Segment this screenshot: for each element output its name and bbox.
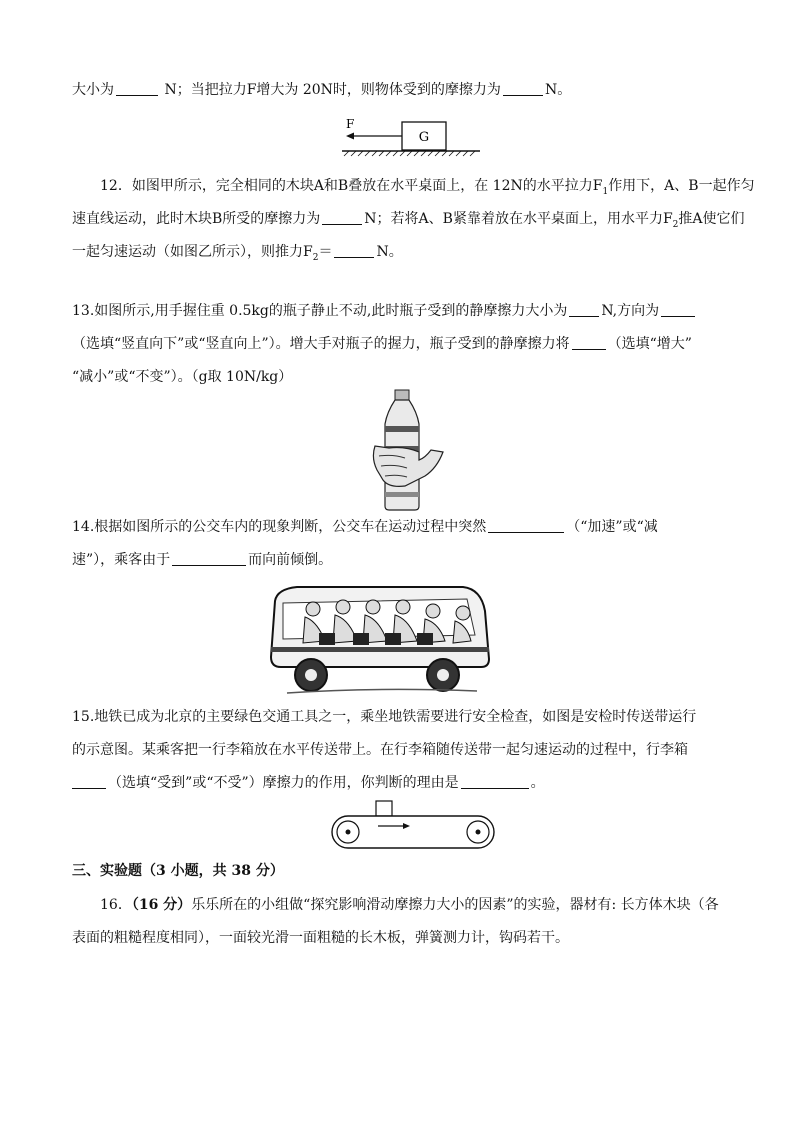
q12-line3b: ＝	[318, 244, 333, 260]
answer-blank[interactable]	[334, 241, 374, 258]
q12-line3a: 一起匀速运动（如图乙所示），则推力F	[72, 244, 313, 260]
question-12	[72, 170, 755, 269]
question-16	[72, 889, 724, 955]
q14-line2b: 而向前倾倒。	[248, 552, 333, 568]
q13-line1b: N,方向为	[601, 303, 660, 319]
q13-line2a: （选填“竖直向下”或“竖直向上”）。增大手对瓶子的握力，瓶子受到的静摩擦力将	[72, 336, 570, 352]
q13-line2b: （选填“增大”	[607, 336, 692, 352]
answer-blank[interactable]	[461, 772, 529, 789]
question-13	[72, 295, 724, 394]
answer-blank[interactable]	[661, 300, 695, 317]
q12-line2c: 推A使它们	[678, 211, 745, 227]
q15-line1: 15.地铁已成为北京的主要绿色交通工具之一，乘坐地铁需要进行安全检查，如图是安检时传送带运行	[72, 709, 697, 725]
q13-line1a: 13.如图所示,用手握住重 0.5kg的瓶子静止不动,此时瓶子受到的静摩擦力大小为	[72, 303, 568, 319]
q11-text-a: 大小为	[72, 82, 114, 98]
bus-figure	[267, 581, 495, 697]
answer-blank[interactable]	[488, 516, 564, 533]
bottle-hand-figure	[365, 388, 445, 513]
q15-line3a: （选填“受到”或“不受”）摩擦力的作用，你判断的理由是	[108, 775, 459, 791]
block-force-figure	[340, 116, 486, 160]
question-14	[72, 511, 724, 577]
block-label: G	[418, 130, 430, 145]
q14-line1a: 14.根据如图所示的公交车内的现象判断，公交车在运动过程中突然	[72, 519, 487, 535]
answer-blank[interactable]	[503, 79, 543, 96]
q16-num: 16．	[100, 897, 132, 913]
answer-blank[interactable]	[322, 208, 362, 225]
q13-line3: “减小”或“不变”）。（g取 10N/kg）	[72, 369, 293, 385]
answer-blank[interactable]	[572, 333, 606, 350]
answer-blank[interactable]	[569, 300, 599, 317]
force-label: F	[346, 117, 355, 131]
q14-line2a: 速”），乘客由于	[72, 552, 171, 568]
answer-blank[interactable]	[172, 549, 246, 566]
arrow-left-icon	[346, 133, 354, 140]
answer-blank[interactable]	[116, 79, 158, 96]
q15-line3b: 。	[530, 775, 545, 791]
q11-tail	[72, 74, 724, 107]
q11-text-c: N。	[544, 82, 572, 98]
conveyor-belt-figure	[328, 800, 498, 852]
q12-sub3: 2	[312, 252, 319, 263]
section-heading	[72, 855, 724, 888]
q12-sub2: 2	[672, 219, 679, 230]
q16-points: （16 分）	[131, 897, 192, 913]
luggage-box	[376, 801, 392, 816]
q12-line1-end: 作用下，A、B一起作匀	[608, 178, 755, 194]
q12-sub1: 1	[602, 186, 609, 197]
q11-text-b: N；当把拉力F增大为 20N时，则物体受到的摩擦力为	[160, 82, 501, 98]
q12-line1: 12．如图甲所示，完全相同的木块A和B叠放在水平桌面上，在 12N的水平拉力F	[100, 178, 603, 194]
answer-blank[interactable]	[72, 772, 106, 789]
q15-line2: 的示意图。某乘客把一行李箱放在水平传送带上。在行李箱随传送带一起匀速运动的过程中，行李箱	[72, 742, 688, 758]
q12-line3c: N。	[376, 244, 403, 260]
question-15	[72, 701, 724, 800]
q14-line1b: （“加速”或“减	[566, 519, 658, 535]
hand-icon	[373, 446, 443, 486]
q16-line1: 乐乐所在的小组做“探究影响滑动摩擦力大小的因素”的实验，器材有: 长方体木块（各	[191, 897, 719, 913]
section3-heading: 三、实验题（3 小题，共 38 分）	[72, 863, 284, 879]
q12-line2a: 速直线运动，此时木块B所受的摩擦力为	[72, 211, 321, 227]
q16-line2: 表面的粗糙程度相同），一面较光滑一面粗糙的长木板，弹簧测力计，钩码若干。	[72, 930, 569, 946]
q12-line2b: N；若将A、B紧靠着放在水平桌面上，用水平力F	[364, 211, 673, 227]
